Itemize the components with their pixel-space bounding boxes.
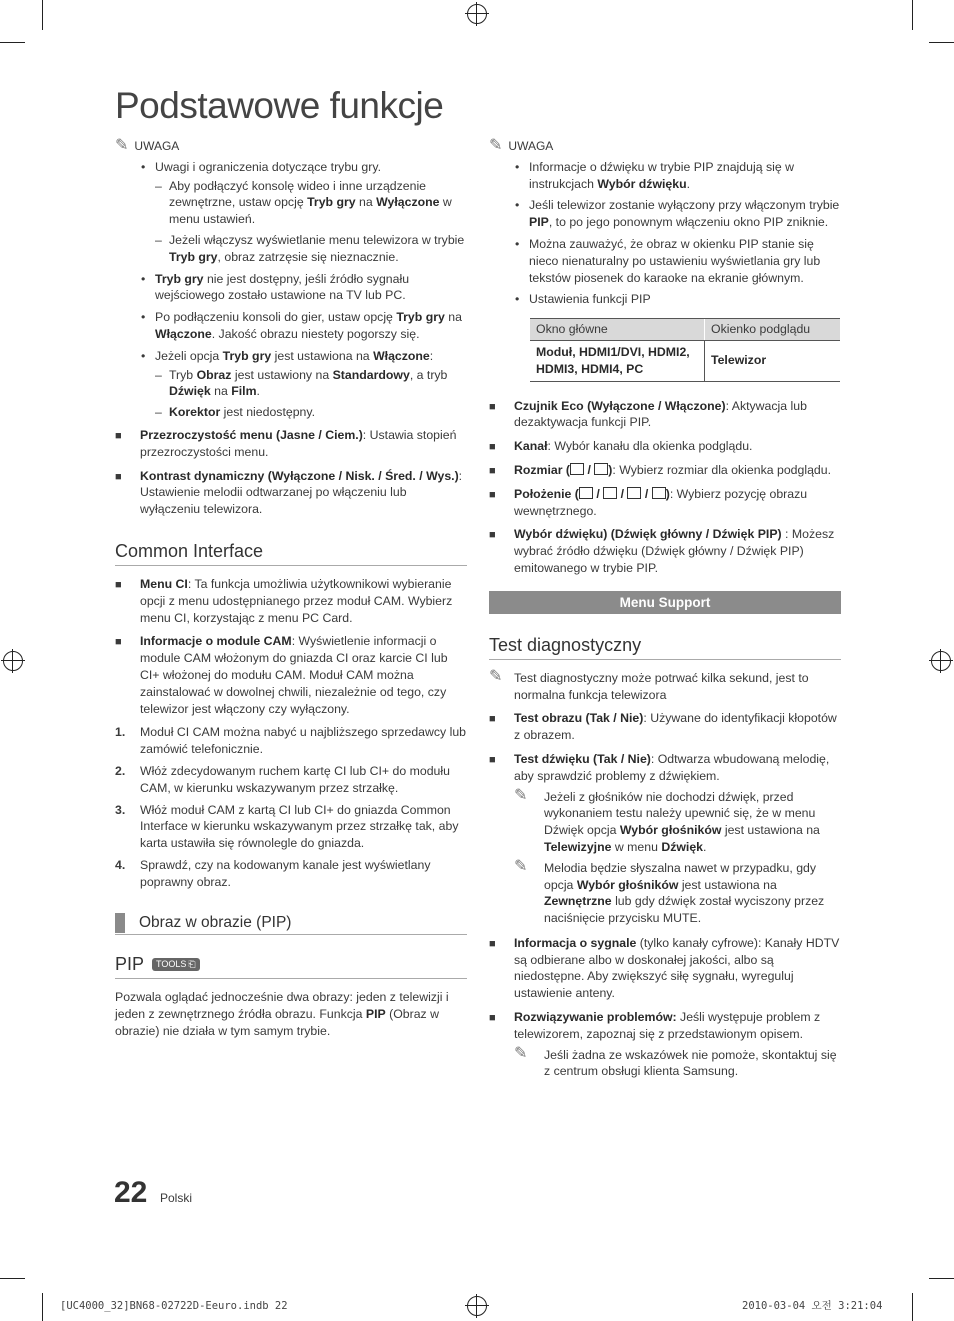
step-number: 3. bbox=[115, 802, 126, 817]
option-text: : Odtwarza wbudowaną melodię, aby sprawdzić problemy z dźwiękiem. bbox=[514, 751, 830, 783]
size-large-icon bbox=[594, 463, 608, 475]
square-bullet-icon: ■ bbox=[115, 470, 122, 483]
tools-icon: ⎗ bbox=[188, 958, 196, 969]
step-item bbox=[115, 857, 467, 891]
trouble-note bbox=[514, 1044, 841, 1081]
step-item bbox=[115, 802, 467, 852]
position-bottom-right-icon bbox=[652, 487, 666, 499]
option-text: : Ustawienie melodii odtwarzanej po włączeniu lub wyłączeniu telewizora. bbox=[140, 468, 463, 517]
option-text: : Wybór kanału dla okienka podglądu. bbox=[547, 439, 753, 454]
tools-label: TOOLS bbox=[156, 958, 187, 969]
note-heading bbox=[489, 138, 841, 155]
note-list bbox=[489, 159, 841, 308]
square-bullet-icon: ■ bbox=[489, 713, 496, 726]
note-text: Jeśli żadna ze wskazówek nie pomoże, skontaktuj się z centrum obsługi klienta Samsung. bbox=[544, 1047, 837, 1079]
pencil-note-icon: ✎ bbox=[489, 667, 503, 685]
section-title: Obraz w obrazie (PIP) bbox=[139, 914, 292, 932]
option-label: Przezroczystość menu (Jasne / Ciem.) bbox=[140, 427, 363, 442]
option-label: Rozwiązywanie problemów: bbox=[514, 1010, 677, 1025]
list-item: • Ustawienia funkcji PIP bbox=[515, 292, 651, 307]
list-item: – Aby podłączyć konsolę wideo i inne urządzenie zewnętrzne, ustaw opcję Tryb gry na Wyłączone w menu ustawień. bbox=[155, 178, 452, 227]
option-text: : Wybierz pozycję obrazu wewnętrznego. bbox=[514, 486, 808, 518]
table-row bbox=[530, 340, 840, 381]
pip-description bbox=[115, 989, 467, 1039]
crop-mark bbox=[0, 1278, 25, 1279]
list-item: – Tryb Obraz jest ustawiony na Standardowy, a tryb Dźwięk na Film. bbox=[155, 367, 448, 399]
pip-title: PIP bbox=[115, 954, 145, 975]
pencil-note-icon: ✎ bbox=[514, 857, 528, 875]
list-item: – Jeżeli włączysz wyświetlanie menu telewizora w trybie Tryb gry, obraz zatrzęsie się nieznacznie. bbox=[155, 232, 465, 264]
table-cell: Telewizor bbox=[705, 340, 841, 381]
list-item: • Można zauważyć, że obraz w okienku PIP stanie się nieco nienaturalny po ustawieniu wyświetlania gry lub tekstów piosenek do karaoke na ekranie głównym. bbox=[515, 236, 821, 285]
pip-desc-bold: PIP bbox=[365, 1007, 386, 1022]
menu-option bbox=[115, 468, 467, 518]
diag-note bbox=[489, 667, 841, 704]
option-text: Jeśli występuje problem z telewizorem, zapoznaj się z przedstawionym opisem. bbox=[514, 1010, 821, 1041]
option-label: Wybór dźwięku) (Dźwięk główny / Dźwięk PIP) bbox=[514, 527, 782, 542]
step-item bbox=[115, 763, 467, 797]
note-text: Test diagnostyczny może potrwać kilka sekund, jest to normalna funkcja telewizora bbox=[514, 670, 809, 702]
option-label: Test obrazu (Tak / Nie) bbox=[514, 711, 644, 726]
option-text: : Używane do identyfikacji kłopotów z obrazem. bbox=[514, 711, 837, 743]
step-text: Sprawdź, czy na kodowanym kanale jest wyświetlany poprawny obraz. bbox=[140, 857, 431, 889]
sound-note: ✎ Melodia będzie słyszalna nawet w przypadku, gdy opcja Wybór głośników jest ustawiona na Zewnętrzne lub gdy dźwięk został wyciszony przez naciśnięcie przycisku MUTE. bbox=[514, 857, 825, 926]
list-item: • Uwagi i ograniczenia dotyczące trybu gry. – Aby podłączyć konsolę wideo i inne urządzenie zewnętrzne, ustaw opcję Tryb gry na Wyłączone w menu ustawień. – Jeżeli włączysz wyświetlanie menu telewizora w trybie Tryb gry, obraz zatrzęsie się nieznacznie. bbox=[115, 159, 467, 266]
option-label: Menu CI bbox=[140, 576, 188, 591]
square-bullet-icon: ■ bbox=[489, 753, 496, 766]
option-label: Położenie ( bbox=[514, 486, 579, 501]
square-bullet-icon: ■ bbox=[115, 636, 122, 649]
registration-mark-icon bbox=[3, 651, 23, 671]
step-number: 2. bbox=[115, 763, 126, 778]
step-text: Moduł CI CAM można nabyć u najbliższego sprzedawcy lub zamówić telefonicznie. bbox=[140, 725, 467, 757]
menu-option: ■ Położenie ( / / / ): Wybierz pozycję obrazu wewnętrznego. bbox=[489, 486, 808, 518]
option-label: Czujnik Eco (Wyłączone / Włączone) bbox=[514, 398, 726, 413]
option-text: : Wyświetlenie informacji o module CAM włożonym do gniazda CI oraz karcie CI lub CI+ włożonej do modułu CAM. Moduł CAM można zainstalować w dowolnej chwili, niezależnie od tego, czy telewizor jest włączony czy wyłączony. bbox=[140, 634, 448, 716]
option-label: Kontrast dynamiczny (Wyłączone / Nisk. / Śred. / Wys.) bbox=[140, 468, 459, 483]
list-item: – Korektor jest niedostępny. bbox=[155, 405, 316, 420]
sub-list bbox=[155, 367, 467, 421]
right-column bbox=[489, 138, 841, 1084]
option-text: : Wybierz rozmiar dla okienka podglądu. bbox=[612, 462, 832, 477]
square-bullet-icon: ■ bbox=[115, 429, 122, 442]
slug-file: [UC4000_32]BN68-02722D-Eeuro.indb 22 bbox=[60, 1300, 288, 1312]
menu-support-bar: Menu Support bbox=[489, 591, 841, 614]
step-number: 4. bbox=[115, 857, 126, 872]
square-bullet-icon: ■ bbox=[489, 464, 496, 477]
menu-option bbox=[489, 935, 841, 1002]
table-header: Okienko podglądu bbox=[705, 319, 841, 341]
option-text: : Ustawia stopień przezroczystości menu. bbox=[140, 427, 457, 459]
square-bullet-icon: ■ bbox=[489, 488, 496, 501]
option-text: (tylko kanały cyfrowe): Kanały HDTV są odbierane albo w doskonałej jakości, albo są niedostępne. Aby zwiększyć siłę sygnału, wyreguluj ustawienie anteny. bbox=[514, 935, 840, 1001]
list-item: • Po podłączeniu konsoli do gier, ustaw opcję Tryb gry na Włączone. Jakość obrazu niestety pogorszy się. bbox=[141, 310, 462, 341]
list-item: • Jeśli telewizor zostanie wyłączony przy włączonym trybie PIP, to po jego ponownym włączeniu okno PIP zniknie. bbox=[515, 198, 840, 230]
bullet-text: Można zauważyć, że obraz w okienku PIP stanie się nieco nienaturalny po ustawieniu wyświetlania gry lub tekstów piosenek do karaoke na ekranie głównym. bbox=[529, 236, 821, 285]
crop-mark bbox=[912, 1293, 913, 1321]
note-label: UWAGA bbox=[508, 139, 554, 153]
square-bullet-icon: ■ bbox=[489, 400, 496, 413]
registration-mark-icon bbox=[467, 1296, 487, 1316]
section-heading-pip bbox=[115, 912, 467, 935]
section-heading-diagnostics: Test diagnostyczny bbox=[489, 634, 841, 660]
menu-option bbox=[115, 427, 467, 461]
slug-date: 2010-03-04 오전 3:21:04 bbox=[742, 1300, 883, 1312]
option-label: Test dźwięku (Tak / Nie) bbox=[514, 751, 651, 766]
option-text: : Możesz wybrać źródło dźwięku (Dźwięk główny / Dźwięk PIP) emitowanego w trybie PIP. bbox=[514, 527, 835, 575]
sound-note: ✎ Jeżeli z głośników nie dochodzi dźwięk, przed wykonaniem testu należy upewnić się, że w menu Dźwięk opcja Wybór głośników jest ustawiona na Telewizyjne w menu Dźwięk. bbox=[514, 786, 820, 854]
menu-option: ■ Rozmiar ( / ): Wybierz rozmiar dla okienka podglądu. bbox=[489, 462, 841, 479]
registration-mark-icon bbox=[931, 651, 951, 671]
pip-settings-table bbox=[530, 318, 840, 381]
size-small-icon bbox=[570, 463, 584, 475]
left-column bbox=[115, 138, 467, 1040]
tools-badge bbox=[152, 958, 200, 971]
crop-mark bbox=[0, 42, 25, 43]
menu-option bbox=[489, 1009, 841, 1043]
sub-list bbox=[155, 178, 467, 266]
list-item: • Tryb gry nie jest dostępny, jeśli źródło sygnału wejściowego zostało ustawione na TV lub PC. bbox=[141, 271, 410, 303]
menu-option bbox=[489, 751, 841, 785]
option-text: : Ta funkcja umożliwia użytkownikowi wybieranie opcji z menu udostępnianego przez moduł CAM. Wybierz menu CI, korzystając z menu PC Card. bbox=[140, 576, 453, 625]
square-bullet-icon: ■ bbox=[489, 441, 496, 454]
bullet-text: Uwagi i ograniczenia dotyczące trybu gry. bbox=[155, 159, 382, 174]
table-header: Okno główne bbox=[530, 319, 705, 341]
note-label: UWAGA bbox=[134, 139, 180, 153]
menu-option bbox=[489, 710, 841, 744]
square-bullet-icon: ■ bbox=[489, 1012, 496, 1025]
step-number: 1. bbox=[115, 725, 126, 740]
option-label-end: ) bbox=[608, 462, 613, 477]
option-label: Rozmiar ( bbox=[514, 462, 571, 477]
menu-option bbox=[115, 576, 467, 626]
step-text: Włóż moduł CAM z kartą CI lub CI+ do gniazda Common Interface w kierunku wskazywanym przez strzałkę tak, aby karta ustawiła się równolegle do gniazda. bbox=[140, 802, 459, 851]
step-text: Włóż zdecydowanym ruchem kartę CI lub CI+ do modułu CAM, w kierunku wskazywanym przez strzałkę. bbox=[140, 763, 450, 795]
option-text: : Aktywacja lub dezaktywacja funkcji PIP. bbox=[514, 398, 807, 430]
registration-mark-icon bbox=[467, 4, 487, 24]
pencil-note-icon: ✎ bbox=[514, 786, 528, 804]
pip-heading bbox=[115, 953, 467, 979]
page-number: 22 bbox=[114, 1176, 148, 1209]
option-label-end: ) bbox=[665, 486, 670, 501]
page-language: Polski bbox=[160, 1191, 193, 1205]
step-item bbox=[115, 724, 467, 758]
section-heading-common-interface: Common Interface bbox=[115, 540, 467, 566]
crop-mark bbox=[929, 42, 954, 43]
option-label: Informacja o sygnale bbox=[514, 935, 637, 950]
crop-mark bbox=[42, 1293, 43, 1321]
square-bullet-icon: ■ bbox=[489, 529, 496, 542]
list-item: • Jeżeli opcja Tryb gry jest ustawiona na Włączone: – Tryb Obraz jest ustawiony na Standardowy, a tryb Dźwięk na Film. – Korektor jest niedostępny. bbox=[115, 348, 467, 421]
table-cell: Moduł, HDMI1/DVI, HDMI2, HDMI3, HDMI4, PC bbox=[530, 340, 705, 381]
pip-desc-text: Pozwala oglądać jednocześnie dwa obrazy: jeden z telewizji i jeden z zewnętrznego źródła obrazu. Funkcja bbox=[115, 990, 449, 1022]
square-bullet-icon: ■ bbox=[115, 578, 122, 591]
page-title: Podstawowe funkcje bbox=[115, 85, 444, 126]
option-label: Kanał bbox=[514, 439, 548, 454]
position-top-right-icon bbox=[603, 487, 617, 499]
crop-mark bbox=[42, 0, 43, 30]
note-list bbox=[115, 159, 467, 421]
pencil-note-icon: ✎ bbox=[514, 1044, 528, 1062]
position-bottom-left-icon bbox=[579, 487, 593, 499]
bullet-text: Ustawienia funkcji PIP bbox=[529, 292, 651, 307]
crop-mark bbox=[929, 1278, 954, 1279]
menu-option bbox=[115, 633, 467, 717]
square-bullet-icon: ■ bbox=[489, 937, 496, 950]
menu-option bbox=[489, 526, 841, 576]
pencil-note-icon: ✎ bbox=[115, 137, 129, 155]
section-marker bbox=[115, 913, 125, 933]
list-item: • Informacje o dźwięku w trybie PIP znajdują się w instrukcjach Wybór dźwięku. bbox=[515, 159, 794, 191]
note-heading bbox=[115, 138, 467, 155]
menu-option bbox=[489, 398, 841, 432]
pencil-note-icon: ✎ bbox=[489, 137, 503, 155]
position-top-left-icon bbox=[627, 487, 641, 499]
table-header-row bbox=[530, 319, 840, 341]
option-label: Informacje o module CAM bbox=[140, 634, 292, 649]
crop-mark bbox=[912, 0, 913, 30]
menu-option bbox=[489, 438, 841, 455]
pip-desc-text: (Obraz w obrazie) nie działa w tym samym trybie. bbox=[115, 1007, 439, 1039]
